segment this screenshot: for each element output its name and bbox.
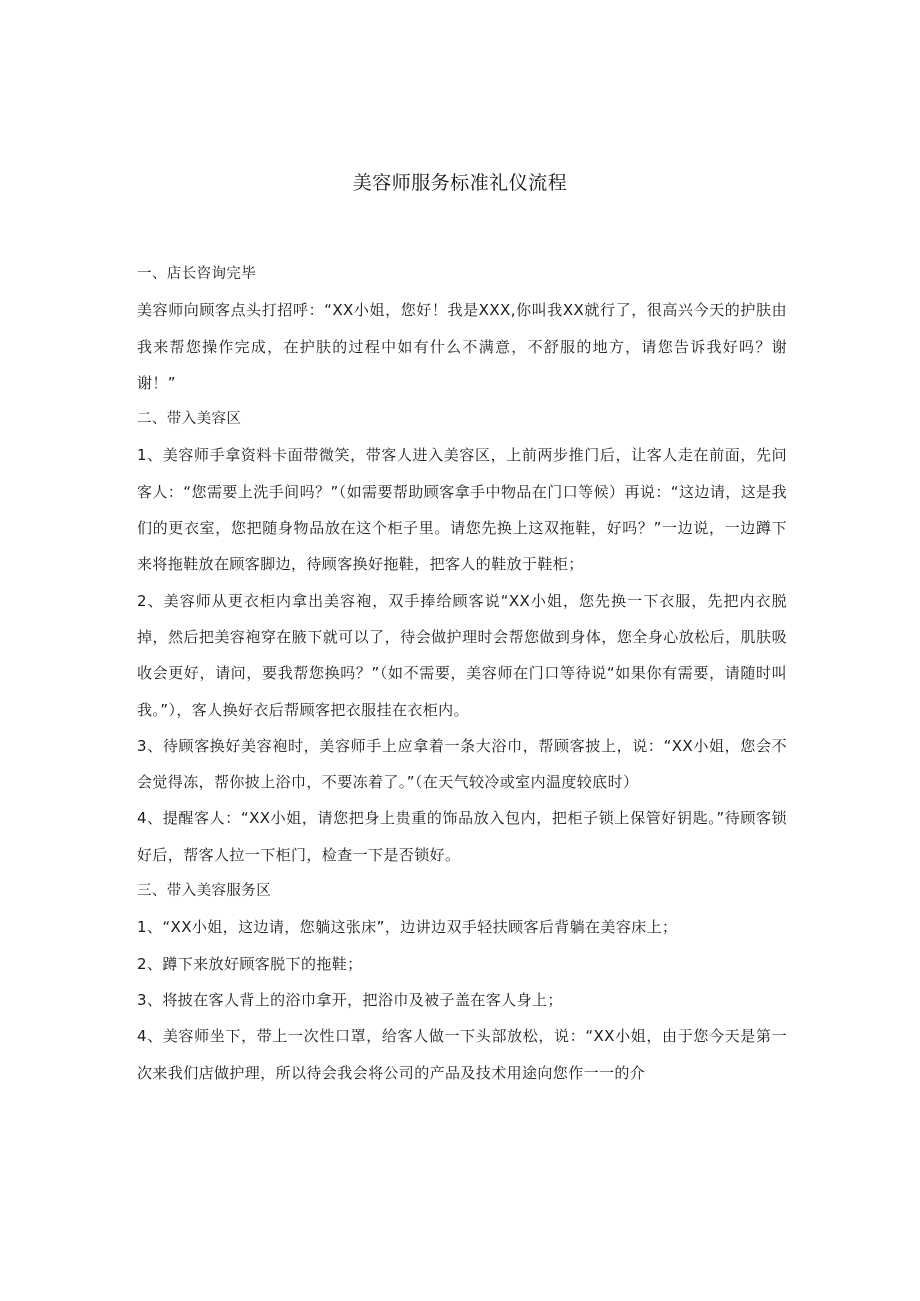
section-heading-1: 一、店长咨询完毕 (137, 266, 257, 282)
paragraph-greeting: 美容师向顾客点头打招呼：“XX小姐，您好！我是XXX,你叫我XX就行了，很高兴今天的护肤由我来帮您操作完成，在护肤的过程中如有什么不满意，不舒服的地方，请您告诉我好吗？谢谢！” (137, 301, 787, 392)
document-title: 美容师服务标准礼仪流程 (352, 172, 568, 194)
paragraph-step-2-1: 1、美容师手拿资料卡面带微笑，带客人进入美容区，上前两步推门后，让客人走在前面，先问客人：“您需要上洗手间吗？”（如需要帮助顾客拿手中物品在门口等候）再说：“这边请，这是我们的更衣室，您把随身物品放在这个柜子里。请您先换上这双拖鞋，好吗？”一边说，一边蹲下来将拖鞋放在顾客脚边，待顾客换好拖鞋，把客人的鞋放于鞋柜； (137, 446, 787, 574)
section-heading-3: 三、带入美容服务区 (137, 883, 272, 900)
document-body (137, 256, 787, 1091)
paragraph-step-3-4: 4、美容师坐下，带上一次性口罩，给客人做一下头部放松，说：“XX小姐，由于您今天是第一次来我们店做护理，所以待会我会将公司的产品及技术用途向您作一一的介 (137, 1027, 787, 1082)
section-heading-2: 二、带入美容区 (137, 411, 242, 428)
paragraph-step-2-4: 4、提醒客人：“XX小姐，请您把身上贵重的饰品放入包内，把柜子锁上保管好钥匙。”待顾客锁好后，帮客人拉一下柜门，检查一下是否锁好。 (137, 809, 787, 864)
paragraph-step-2-3: 3、待顾客换好美容袍时，美容师手上应拿着一条大浴巾，帮顾客披上，说：“XX小姐，您会不会觉得冻，帮你披上浴巾，不要冻着了。”（在天气较冷或室内温度较底时） (137, 736, 787, 792)
paragraph-step-3-2: 2、蹲下来放好顾客脱下的拖鞋； (137, 954, 363, 973)
paragraph-step-2-2: 2、美容师从更衣柜内拿出美容袍，双手捧给顾客说“XX小姐，您先换一下衣服，先把内衣脱掉，然后把美容袍穿在腋下就可以了，待会做护理时会帮您做到身体，您全身心放松后，肌肤吸收会更好，请问，要我帮您换吗？”（如不需要，美容师在门口等待说“如果你有需要，请随时叫我。”），客人换好衣后帮顾客把衣服挂在衣柜内。 (137, 591, 787, 719)
paragraph-step-3-3: 3、将披在客人背上的浴巾拿开，把浴巾及被子盖在客人身上； (137, 990, 563, 1009)
paragraph-step-3-1: 1、“XX小姐，这边请，您躺这张床”，边讲边双手轻扶顾客后背躺在美容床上； (137, 918, 678, 937)
